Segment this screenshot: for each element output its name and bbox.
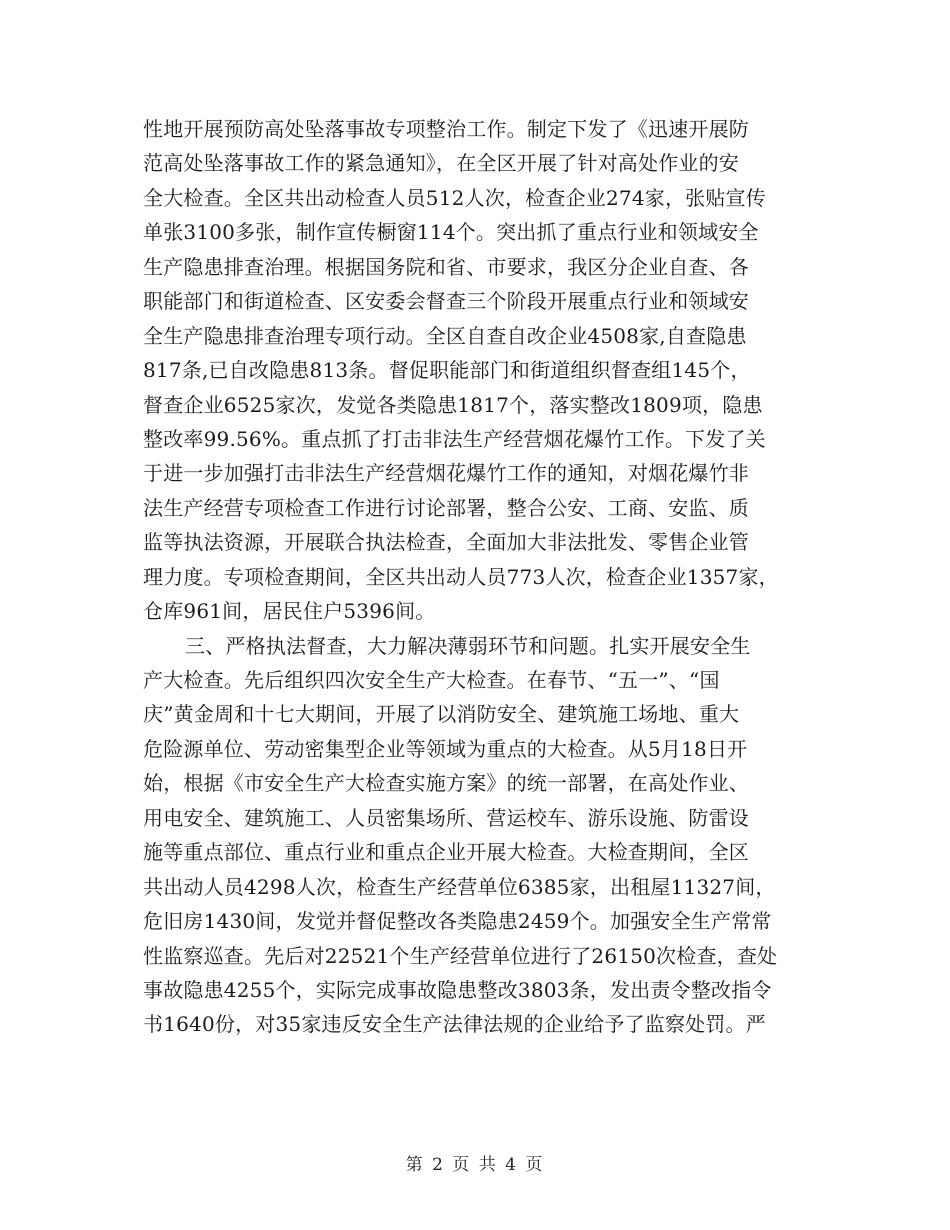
- text-line: 全生产隐患排查治理专项行动。全区自查自改企业4508家,自查隐患: [143, 323, 747, 348]
- text-line: 始，根据《市安全生产大检查实施方案》的统一部署，在高处作业、: [143, 771, 749, 796]
- text-line: 危旧房1430间，发觉并督促整改各类隐患2459个。加强安全生产常常: [143, 909, 772, 934]
- text-line: 性地开展预防高处坠落事故专项整治工作。制定下发了《迅速开展防: [143, 117, 749, 141]
- text-line: 全大检查。全区共出动检查人员512人次，检查企业274家，张贴宣传: [143, 185, 766, 210]
- paragraph-heading-line: 三、严格执法督查，大力解决薄弱环节和问题。扎实开展安全生: [185, 633, 751, 658]
- text-line: 性监察巡查。先后对22521个生产经营单位进行了26150次检查，查处: [143, 943, 778, 968]
- text-line: 危险源单位、劳动密集型企业等领域为重点的大检查。从5月18日开: [143, 736, 748, 761]
- text-line: 产大检查。先后组织四次安全生产大检查。在春节、“五一”、“国: [143, 668, 720, 692]
- text-line: 817条,已自改隐患813条。督促职能部门和街道组织督查组145个，: [143, 358, 751, 383]
- body-text: [143, 112, 808, 1042]
- text-line: 书1640份，对35家违反安全生产法律法规的企业给予了监察处罚。严: [143, 1012, 766, 1037]
- text-line: 理力度。专项检查期间，全区共出动人员773人次，检查企业1357家，: [143, 564, 779, 589]
- text-line: 事故隐患4255个，实际完成事故隐患整改3803条，发出责令整改指令: [143, 977, 772, 1002]
- text-line: 用电安全、建筑施工、人员密集场所、营运校车、游乐设施、防雷设: [143, 805, 749, 830]
- text-line: 范高处坠落事故工作的紧急通知》，在全区开展了针对高处作业的安: [143, 151, 739, 176]
- text-line: 仓库961间，居民住户5396间。: [143, 599, 436, 624]
- text-line: 法生产经营专项检查工作进行讨论部署，整合公安、工商、安监、质: [143, 495, 749, 520]
- text-line: 庆”黄金周和十七大期间，开展了以消防安全、建筑施工场地、重大: [143, 702, 740, 727]
- text-line: 施等重点部位、重点行业和重点企业开展大检查。大检查期间，全区: [143, 840, 749, 865]
- text-line: 共出动人员4298人次，检查生产经营单位6385家，出租屋11327间，: [143, 874, 776, 899]
- text-line: 于进一步加强打击非法生产经营烟花爆竹工作的通知，对烟花爆竹非: [143, 461, 749, 486]
- text-line: 督查企业6525家次，发觉各类隐患1817个，落实整改1809项，隐患: [143, 392, 763, 417]
- text-line: 整改率99.56%。重点抓了打击非法生产经营烟花爆竹工作。下发了关: [143, 426, 766, 451]
- text-line: 监等执法资源，开展联合执法检查，全面加大非法批发、零售企业管: [143, 530, 749, 555]
- text-line: 职能部门和街道检查、区安委会督查三个阶段开展重点行业和领域安: [143, 289, 749, 314]
- text-line: 生产隐患排查治理。根据国务院和省、市要求，我区分企业自查、各: [143, 254, 749, 279]
- text-line: 单张3100多张，制作宣传橱窗114个。突出抓了重点行业和领域安全: [143, 220, 759, 245]
- page-number-footer: 第 2 页 共 4 页: [405, 1155, 545, 1175]
